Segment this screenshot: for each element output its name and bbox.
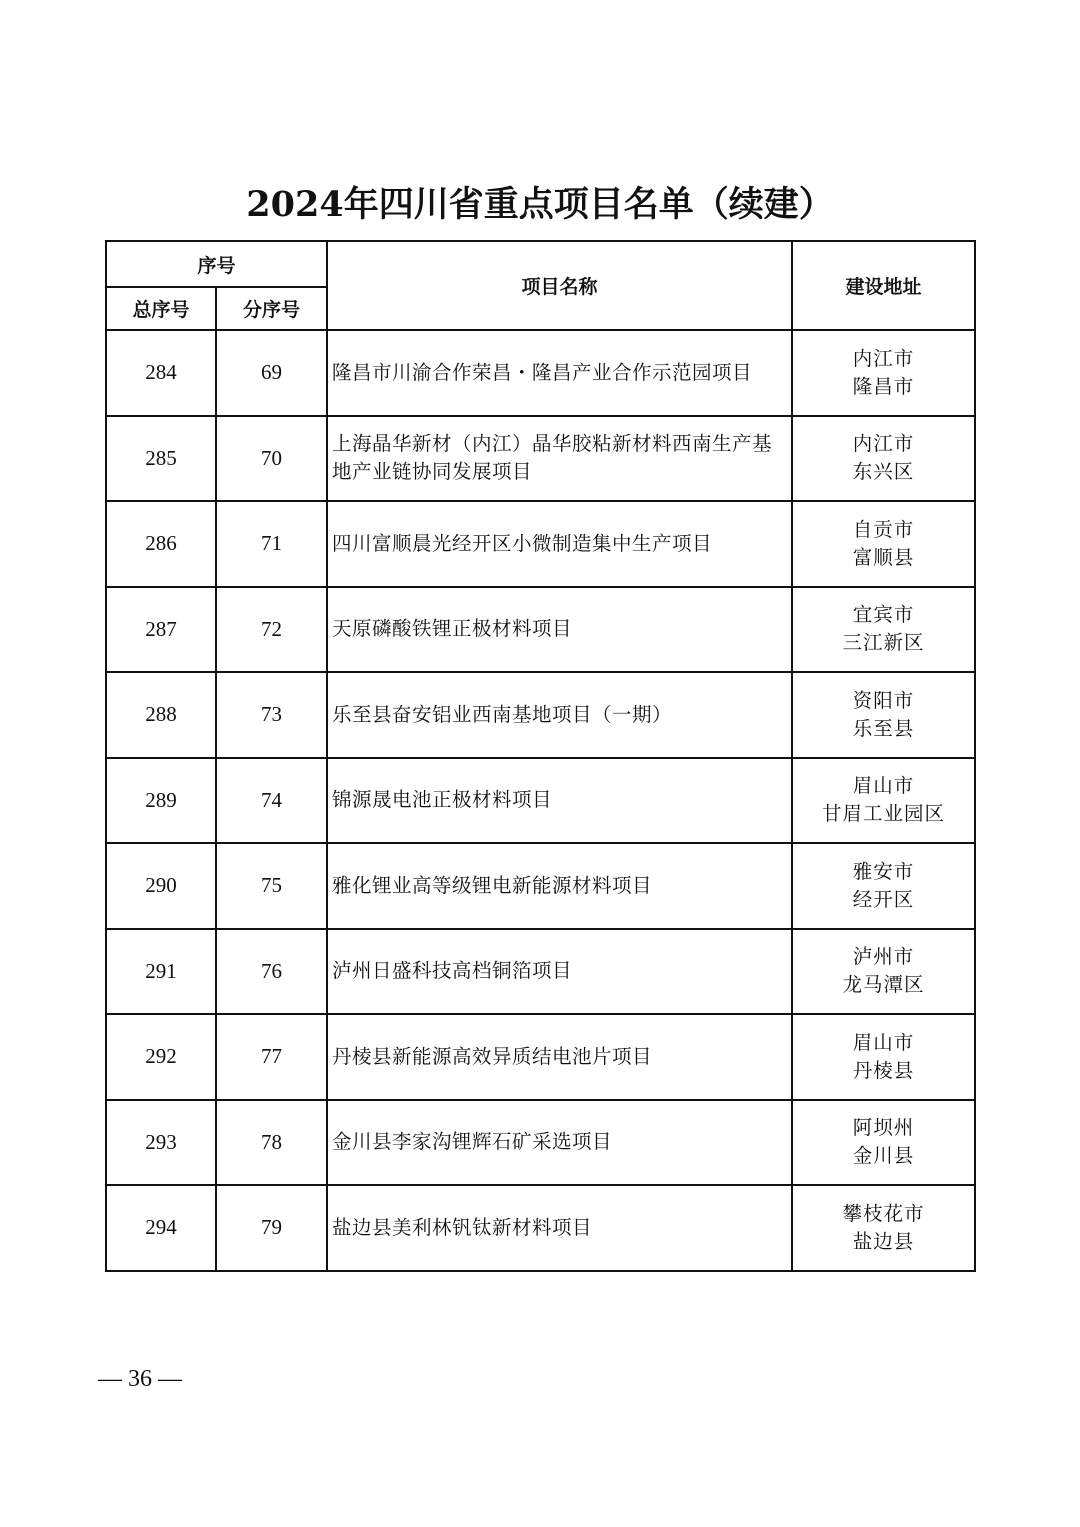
location-cell bbox=[792, 1185, 975, 1271]
location-district: 东兴区 bbox=[852, 460, 915, 484]
location-district: 盐边县 bbox=[852, 1229, 915, 1253]
table-row bbox=[106, 758, 975, 844]
total-seq-cell: 286 bbox=[106, 501, 216, 587]
location-district: 三江新区 bbox=[842, 631, 925, 655]
sub-seq-cell: 75 bbox=[216, 843, 327, 929]
location-cell bbox=[792, 672, 975, 758]
location-city: 泸州市 bbox=[852, 945, 915, 969]
location-city: 宜宾市 bbox=[852, 603, 915, 627]
sub-seq-cell: 71 bbox=[216, 501, 327, 587]
project-name-cell: 四川富顺晨光经开区小微制造集中生产项目 bbox=[327, 501, 792, 587]
table-row bbox=[106, 929, 975, 1015]
table-row bbox=[106, 587, 975, 673]
location-district: 龙马潭区 bbox=[842, 973, 925, 997]
sub-seq-cell: 69 bbox=[216, 330, 327, 416]
location-city: 内江市 bbox=[852, 432, 915, 456]
table-row bbox=[106, 1185, 975, 1271]
location-district: 金川县 bbox=[852, 1144, 915, 1168]
table-row bbox=[106, 1014, 975, 1100]
location-district: 隆昌市 bbox=[852, 374, 915, 398]
project-name-cell: 乐至县奋安铝业西南基地项目（一期） bbox=[327, 672, 792, 758]
total-seq-cell: 287 bbox=[106, 587, 216, 673]
table-row bbox=[106, 330, 975, 416]
projects-table bbox=[105, 240, 976, 1272]
location-city: 自贡市 bbox=[852, 517, 915, 541]
location-cell bbox=[792, 330, 975, 416]
location-cell bbox=[792, 929, 975, 1015]
table-row bbox=[106, 1100, 975, 1186]
sub-seq-cell: 78 bbox=[216, 1100, 327, 1186]
location-city: 资阳市 bbox=[852, 688, 915, 712]
location-district: 丹棱县 bbox=[852, 1058, 915, 1082]
header-sub-seq: 分序号 bbox=[216, 287, 327, 330]
project-name-cell: 天原磷酸铁锂正极材料项目 bbox=[327, 587, 792, 673]
project-name-cell: 隆昌市川渝合作荣昌・隆昌产业合作示范园项目 bbox=[327, 330, 792, 416]
location-city: 雅安市 bbox=[852, 859, 915, 883]
location-city: 攀枝花市 bbox=[842, 1201, 925, 1225]
project-name-cell: 上海晶华新材（内江）晶华胶粘新材料西南生产基地产业链协同发展项目 bbox=[327, 416, 792, 502]
location-cell bbox=[792, 501, 975, 587]
table-row bbox=[106, 416, 975, 502]
total-seq-cell: 294 bbox=[106, 1185, 216, 1271]
total-seq-cell: 284 bbox=[106, 330, 216, 416]
project-name-cell: 锦源晟电池正极材料项目 bbox=[327, 758, 792, 844]
total-seq-cell: 288 bbox=[106, 672, 216, 758]
location-district: 富顺县 bbox=[852, 545, 915, 569]
page-number: — 36 — bbox=[98, 1366, 182, 1392]
location-city: 眉山市 bbox=[852, 774, 915, 798]
table-row bbox=[106, 843, 975, 929]
location-cell bbox=[792, 843, 975, 929]
header-total-seq: 总序号 bbox=[106, 287, 216, 330]
location-cell bbox=[792, 1100, 975, 1186]
project-name-cell: 金川县李家沟锂辉石矿采选项目 bbox=[327, 1100, 792, 1186]
sub-seq-cell: 70 bbox=[216, 416, 327, 502]
location-district: 乐至县 bbox=[852, 716, 915, 740]
sub-seq-cell: 79 bbox=[216, 1185, 327, 1271]
total-seq-cell: 293 bbox=[106, 1100, 216, 1186]
location-district: 经开区 bbox=[852, 887, 915, 911]
project-name-cell: 雅化锂业高等级锂电新能源材料项目 bbox=[327, 843, 792, 929]
header-location: 建设地址 bbox=[792, 241, 975, 330]
project-name-cell: 盐边县美利林钒钛新材料项目 bbox=[327, 1185, 792, 1271]
location-city: 内江市 bbox=[852, 346, 915, 370]
sub-seq-cell: 73 bbox=[216, 672, 327, 758]
header-project-name: 项目名称 bbox=[327, 241, 792, 330]
project-name-cell: 丹棱县新能源高效异质结电池片项目 bbox=[327, 1014, 792, 1100]
total-seq-cell: 290 bbox=[106, 843, 216, 929]
total-seq-cell: 292 bbox=[106, 1014, 216, 1100]
table-row bbox=[106, 501, 975, 587]
header-seq-group: 序号 bbox=[106, 241, 327, 287]
total-seq-cell: 289 bbox=[106, 758, 216, 844]
location-cell bbox=[792, 1014, 975, 1100]
sub-seq-cell: 77 bbox=[216, 1014, 327, 1100]
total-seq-cell: 291 bbox=[106, 929, 216, 1015]
location-district: 甘眉工业园区 bbox=[822, 802, 946, 826]
sub-seq-cell: 76 bbox=[216, 929, 327, 1015]
location-cell bbox=[792, 758, 975, 844]
sub-seq-cell: 72 bbox=[216, 587, 327, 673]
project-name-cell: 泸州日盛科技高档铜箔项目 bbox=[327, 929, 792, 1015]
document-title: 2024年四川省重点项目名单（续建） bbox=[246, 184, 834, 225]
location-cell bbox=[792, 416, 975, 502]
location-cell bbox=[792, 587, 975, 673]
location-city: 阿坝州 bbox=[852, 1116, 915, 1140]
total-seq-cell: 285 bbox=[106, 416, 216, 502]
table-row bbox=[106, 672, 975, 758]
sub-seq-cell: 74 bbox=[216, 758, 327, 844]
location-city: 眉山市 bbox=[852, 1030, 915, 1054]
